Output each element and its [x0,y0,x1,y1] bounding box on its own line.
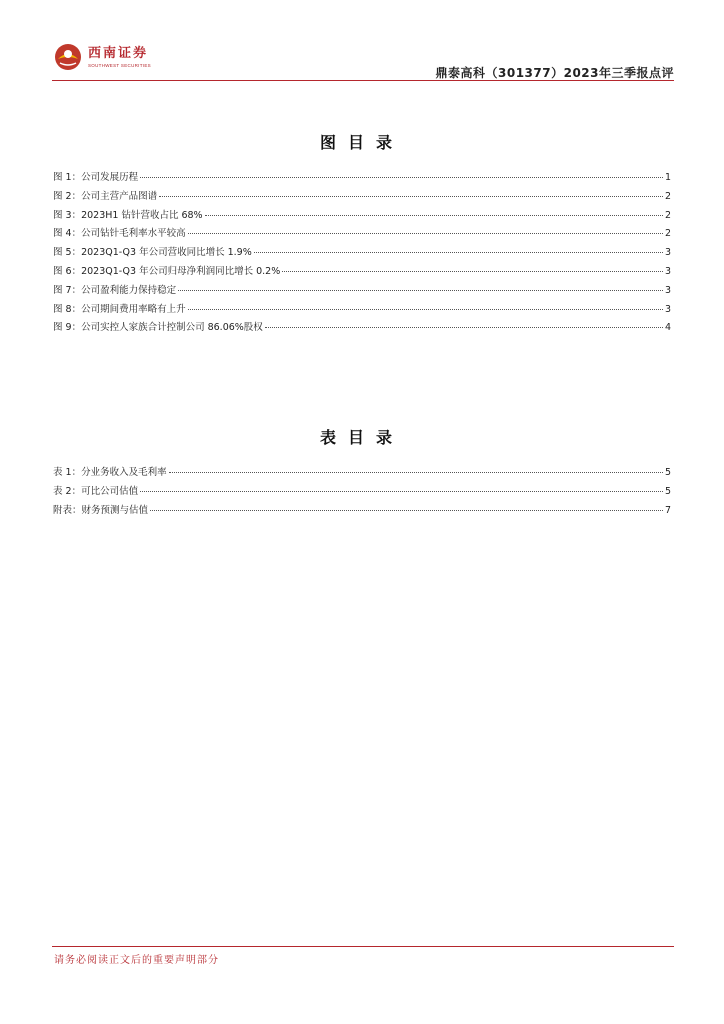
toc-entry-label[interactable]: 图 6：2023Q1-Q3 年公司归母净利润同比增长 0.2% [53,265,281,277]
footer-divider [52,946,674,947]
logo-chinese-name: 西南证券 [88,45,149,61]
company-logo [54,43,151,71]
toc-entry[interactable] [53,502,671,521]
toc-entry[interactable] [53,464,671,483]
tables-toc-list [53,464,671,520]
figures-toc-list [53,169,671,338]
toc-leader-dots [254,252,663,253]
toc-entry[interactable] [53,301,671,320]
toc-leader-dots [169,472,663,473]
toc-entry-label[interactable]: 附表：财务预测与估值 [53,504,149,516]
toc-leader-dots [140,491,663,492]
toc-page-number[interactable]: 2 [664,190,671,202]
toc-entry-label[interactable]: 图 4：公司钻针毛利率水平较高 [53,228,186,240]
toc-entry[interactable] [53,282,671,301]
header-divider [52,80,674,81]
toc-entry[interactable] [53,244,671,263]
toc-page-number[interactable]: 3 [664,284,671,296]
toc-entry[interactable] [53,169,671,188]
disclaimer-notice: 请务必阅读正文后的重要声明部分 [54,955,219,966]
toc-leader-dots [188,309,663,310]
toc-entry-label[interactable]: 图 8：公司期间费用率略有上升 [53,303,186,315]
toc-entry[interactable] [53,225,671,244]
toc-leader-dots [178,290,663,291]
toc-page-number[interactable]: 3 [664,303,671,315]
toc-entry[interactable] [53,207,671,226]
toc-page-number[interactable]: 1 [664,172,671,183]
report-title: 鼎泰高科（301377）2023年三季报点评 [435,66,674,80]
logo-mark-icon [54,43,82,71]
toc-leader-dots [205,215,663,216]
toc-leader-dots [150,510,663,511]
toc-page-number[interactable]: 2 [664,209,671,221]
toc-entry-label[interactable]: 图 2：公司主营产品图谱 [53,190,158,202]
toc-page-number[interactable]: 2 [664,228,671,240]
toc-page-number[interactable]: 5 [664,467,671,478]
figures-toc-title: 图目录 [319,133,404,152]
toc-page-number[interactable]: 3 [664,265,671,277]
toc-entry-label[interactable]: 图 5：2023Q1-Q3 年公司营收同比增长 1.9% [53,247,252,259]
toc-entry[interactable] [53,319,671,338]
page-header [54,40,674,80]
toc-page-number[interactable]: 5 [664,485,671,497]
toc-page-number[interactable]: 7 [664,504,671,516]
toc-entry-label[interactable]: 表 1：分业务收入及毛利率 [53,467,167,478]
toc-entry[interactable] [53,483,671,502]
toc-entry-label[interactable]: 图 9：公司实控人家族合计控制公司 86.06%股权 [53,322,263,334]
toc-leader-dots [140,177,663,178]
toc-entry-label[interactable]: 图 3：2023H1 钻针营收占比 68% [53,209,203,221]
toc-entry-label[interactable]: 图 7：公司盈利能力保持稳定 [53,284,177,296]
logo-english-name: SOUTHWEST SECURITIES [88,62,151,68]
toc-entry-label[interactable]: 图 1：公司发展历程 [53,172,139,183]
toc-leader-dots [188,233,663,234]
toc-entry[interactable] [53,188,671,207]
toc-entry[interactable] [53,263,671,282]
toc-leader-dots [265,327,663,328]
toc-leader-dots [282,271,663,272]
toc-entry-label[interactable]: 表 2：可比公司估值 [53,485,139,497]
toc-page-number[interactable]: 4 [664,322,671,334]
toc-leader-dots [159,196,663,197]
toc-page-number[interactable]: 3 [664,247,671,259]
tables-toc-title: 表目录 [319,428,404,447]
